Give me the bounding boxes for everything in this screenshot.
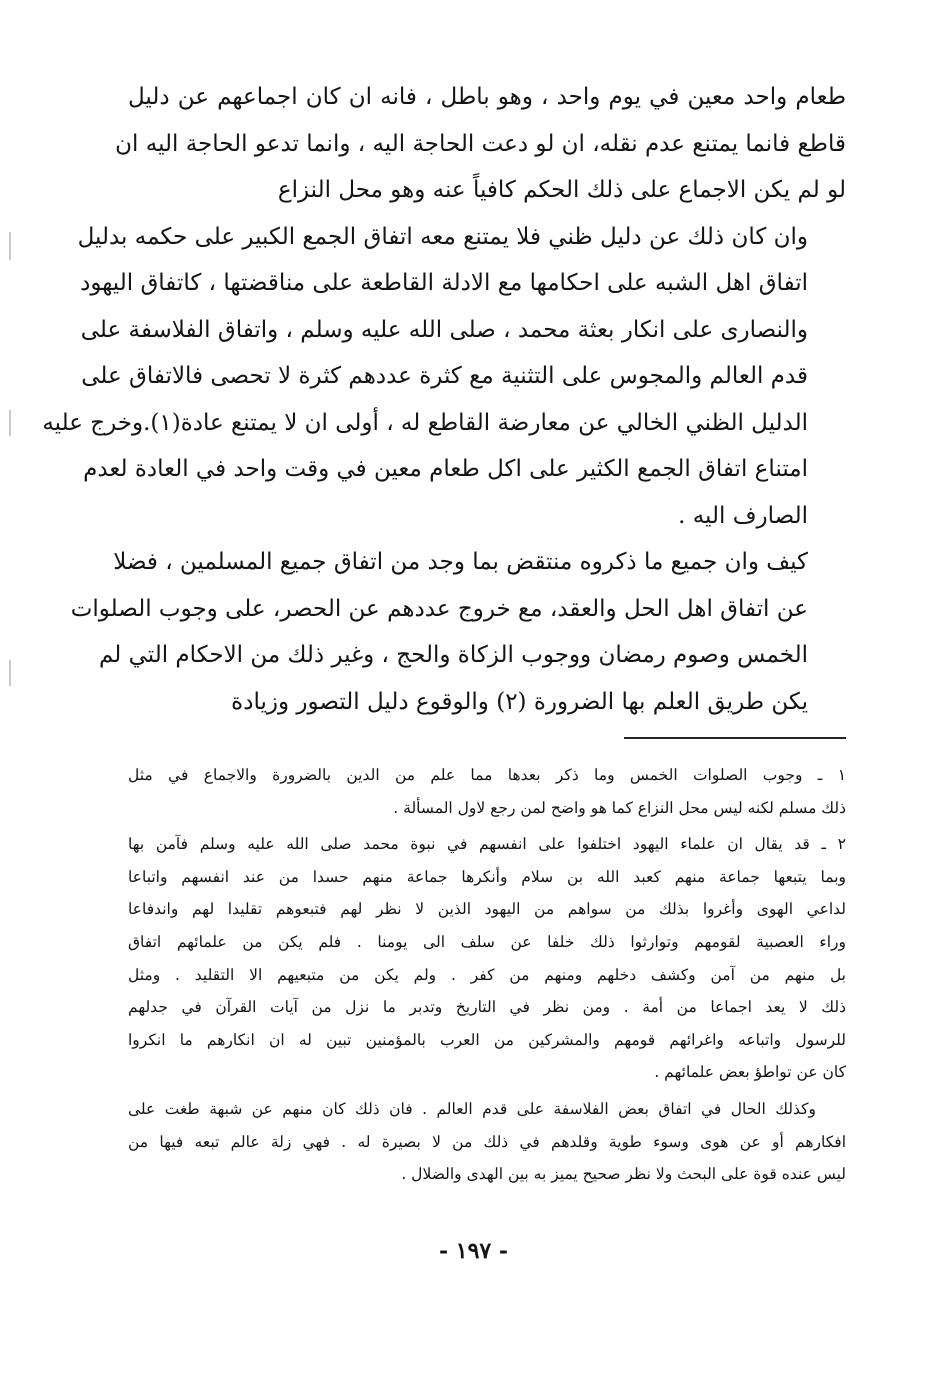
- footnote-continuation: [128, 1093, 846, 1191]
- main-text-body: [42, 74, 846, 725]
- scan-margin-mark: [9, 232, 11, 260]
- scan-margin-mark: [9, 410, 11, 436]
- footnote-line: للرسول واتباعه واغرائهم قومهم والمشركين من العرب بالمؤمنين تبين له ان انكارهم ما انكروا: [128, 1030, 846, 1049]
- text-line: اتفاق اهل الشبه على احكامها مع الادلة القاطعة على مناقضتها ، كاتفاق اليهود: [80, 270, 808, 296]
- footnote-line: ذلك مسلم لكنه ليس محل النزاع كما هو واضح لمن رجع لاول المسألة .: [393, 798, 846, 817]
- text-line: الخمس وصوم رمضان ووجوب الزكاة والحج ، وغير ذلك من الاحكام التي لم: [98, 642, 808, 668]
- footnote-line: بل منهم من آمن وكشف دخلهم ومنهم من كفر . ولم يكن من متبعيهم الا التقليد . ومثل: [128, 965, 846, 984]
- main-paragraph: [42, 214, 846, 540]
- text-line: يكن طريق العلم بها الضرورة (٢) والوقوع دليل التصور وزيادة: [231, 688, 808, 715]
- text-line: وان كان ذلك عن دليل ظني فلا يمتنع معه اتفاق الجمع الكبير على حكمه بدليل: [77, 223, 808, 250]
- footnote-line: ٢ ـ قد يقال ان علماء اليهود اختلفوا على انفسهم في نبوة محمد صلى الله عليه وسلم فآمن بها: [128, 835, 846, 854]
- footnote: [128, 828, 846, 1089]
- main-paragraph: [115, 74, 846, 214]
- text-line: قدم العالم والمجوس على التثنية مع كثرة عددهم كثرة لا تحصى فالاتفاق على: [81, 363, 808, 389]
- text-line: عن اتفاق اهل الحل والعقد، مع خروج عددهم عن الحصر، على وجوب الصلوات: [70, 595, 808, 622]
- footnote-line: وكذلك الحال في اتفاق بعض الفلاسفة على قدم العالم . فان ذلك كان منهم عن شبهة طغت على: [128, 1099, 816, 1118]
- footnote-line: ١ ـ وجوب الصلوات الخمس وما ذكر بعدها مما علم من الدين بالضرورة والاجماع في مثل: [128, 766, 847, 784]
- footnotes-section: [128, 759, 846, 1195]
- footnote-separator: [624, 737, 846, 739]
- text-line: قاطع فانما يمتنع عدم نقله، ان لو دعت الحاجة اليه ، وانما تدعو الحاجة اليه ان: [115, 130, 846, 157]
- footnote-line: ليس عنده قوة على البحث ولا نظر صحيح يميز به بين الهدى والضلال .: [401, 1165, 846, 1184]
- footnote-line: لداعي الهوى وأغروا بذلك من سواهم من اليهود الذين لا نظر لهم فتبعوهم تقليدا لهم واندفاعا: [128, 900, 846, 919]
- footnote: [128, 759, 846, 824]
- footnote-line: افكارهم أو عن هوى وسوء طوية وقلدهم في ذلك من لا بصيرة له . فهي زلة عالم تبعه فيها من: [128, 1132, 846, 1151]
- footnote-line: وراء العصبية لقومهم وتوارثوا ذلك خلفا عن سلف الى يومنا . فلم يكن من علمائهم اتفاق: [128, 932, 846, 951]
- text-line: امتناع اتفاق الجمع الكثير على اكل طعام معين في وقت واحد في العادة لعدم: [83, 456, 808, 482]
- footnote-line: كان عن تواطؤ بعض علمائهم .: [654, 1063, 846, 1082]
- footnote-line: وبما يتبعها جماعة منهم كعبد الله بن سلام وأنكرها جماعة منهم حسدا من عند انفسهم واتباعا: [128, 867, 846, 886]
- text-line: طعام واحد معين في يوم واحد ، وهو باطل ، فانه ان كان اجماعهم عن دليل: [128, 84, 846, 110]
- main-paragraph: [70, 539, 846, 725]
- page-number: - ١٩٧ -: [438, 1238, 509, 1264]
- text-line: كيف وان جميع ما ذكروه منتقض بما وجد من اتفاق جميع المسلمين ، فضلا: [113, 549, 808, 575]
- text-line: والنصارى على انكار بعثة محمد ، صلى الله عليه وسلم ، واتفاق الفلاسفة على: [80, 316, 808, 343]
- text-line: لو لم يكن الاجماع على ذلك الحكم كافياً عنه وهو محل النزاع: [277, 177, 846, 203]
- text-line: الصارف اليه .: [678, 502, 808, 529]
- scan-margin-mark: [9, 660, 11, 686]
- footnote-line: ذلك لا يعد اجماعا من أمة . ومن نظر في التاريخ وتدبر ما نزل من آيات القرآن في جدلهم: [128, 998, 846, 1017]
- text-line: الدليل الظني الخالي عن معارضة القاطع له ، أولى ان لا يمتنع عادة(١).وخرج عليه: [42, 409, 808, 436]
